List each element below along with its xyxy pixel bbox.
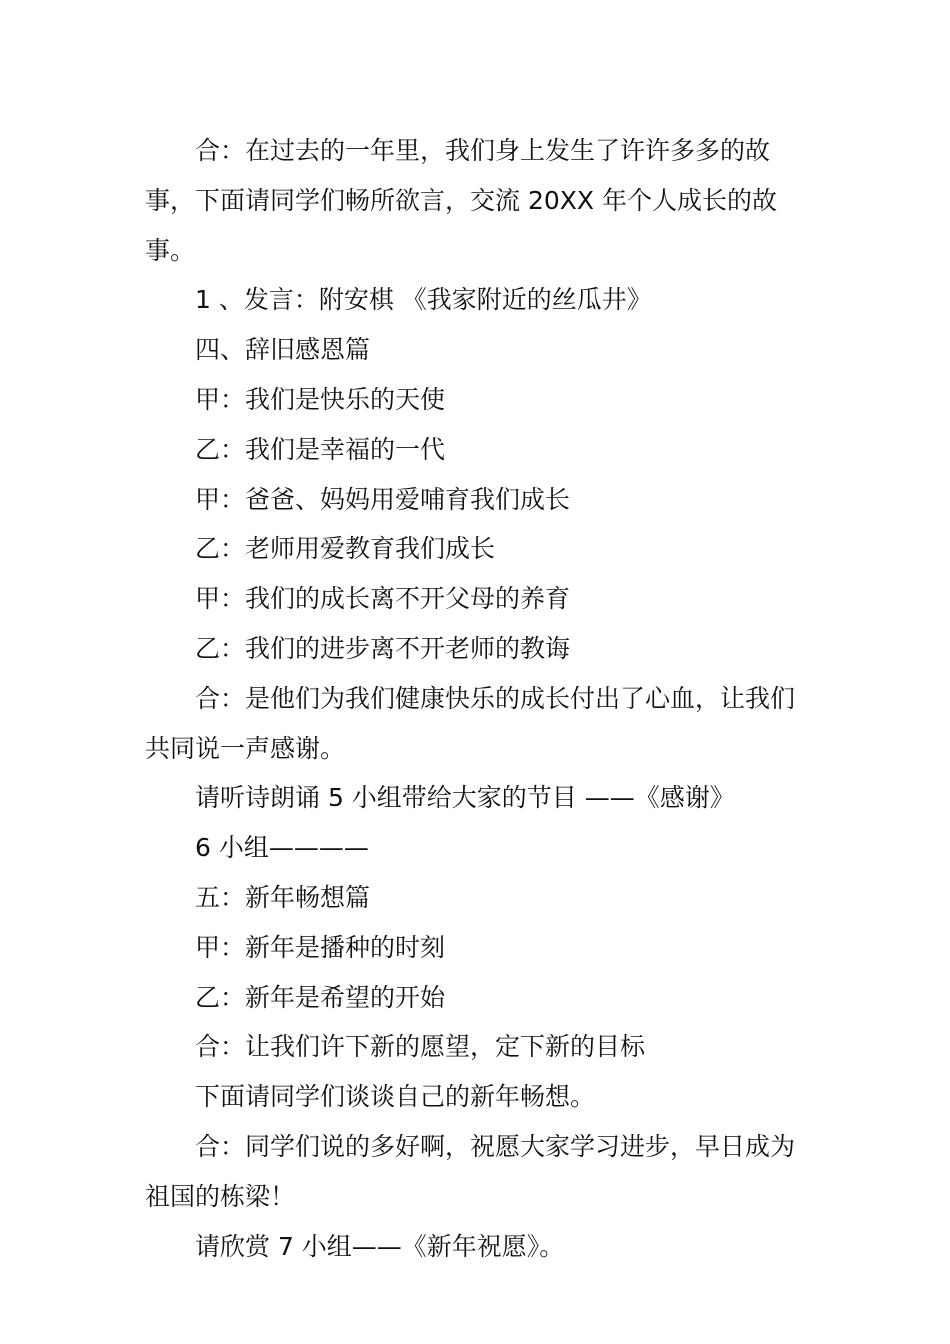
paragraph-line: 下面请同学们谈谈自己的新年畅想。 <box>195 1082 596 1112</box>
paragraph-line: 甲：我们的成长离不开父母的养育 <box>195 584 571 614</box>
paragraph-line: 乙：新年是希望的开始 <box>195 982 446 1012</box>
paragraph-line: 乙：我们是幸福的一代 <box>195 434 446 464</box>
paragraph-wishes: 合：同学们说的多好啊，祝愿大家学习进步，早日成为祖国的栋梁！ <box>145 1131 796 1211</box>
paragraph-group6: 6 小组———— <box>195 833 369 863</box>
paragraph-speech: 1 、发言：附安棋 《我家附近的丝瓜井》 <box>195 285 652 315</box>
document-body <box>145 126 810 1271</box>
paragraph-program: 请欣赏 7 小组——《新年祝愿》。 <box>195 1231 565 1261</box>
paragraph-line: 甲：我们是快乐的天使 <box>195 384 446 414</box>
paragraph-program: 请听诗朗诵 5 小组带给大家的节目 ——《感谢》 <box>195 783 735 813</box>
paragraph-line: 合：让我们许下新的愿望，定下新的目标 <box>195 1032 646 1062</box>
paragraph-intro: 合：在过去的一年里，我们身上发生了许许多多的故事，下面请同学们畅所欲言，交流 20XX 年个人成长的故事。 <box>145 136 777 265</box>
section-heading-5: 五：新年畅想篇 <box>195 882 371 912</box>
paragraph-line: 乙：我们的进步离不开老师的教诲 <box>195 633 571 663</box>
paragraph-line: 乙：老师用爱教育我们成长 <box>195 534 496 564</box>
paragraph-line: 甲：爸爸、妈妈用爱哺育我们成长 <box>195 484 571 514</box>
paragraph-thanks: 合：是他们为我们健康快乐的成长付出了心血，让我们共同说一声感谢。 <box>145 683 796 763</box>
section-heading-4: 四、辞旧感恩篇 <box>195 335 371 365</box>
paragraph-line: 甲：新年是播种的时刻 <box>195 932 446 962</box>
